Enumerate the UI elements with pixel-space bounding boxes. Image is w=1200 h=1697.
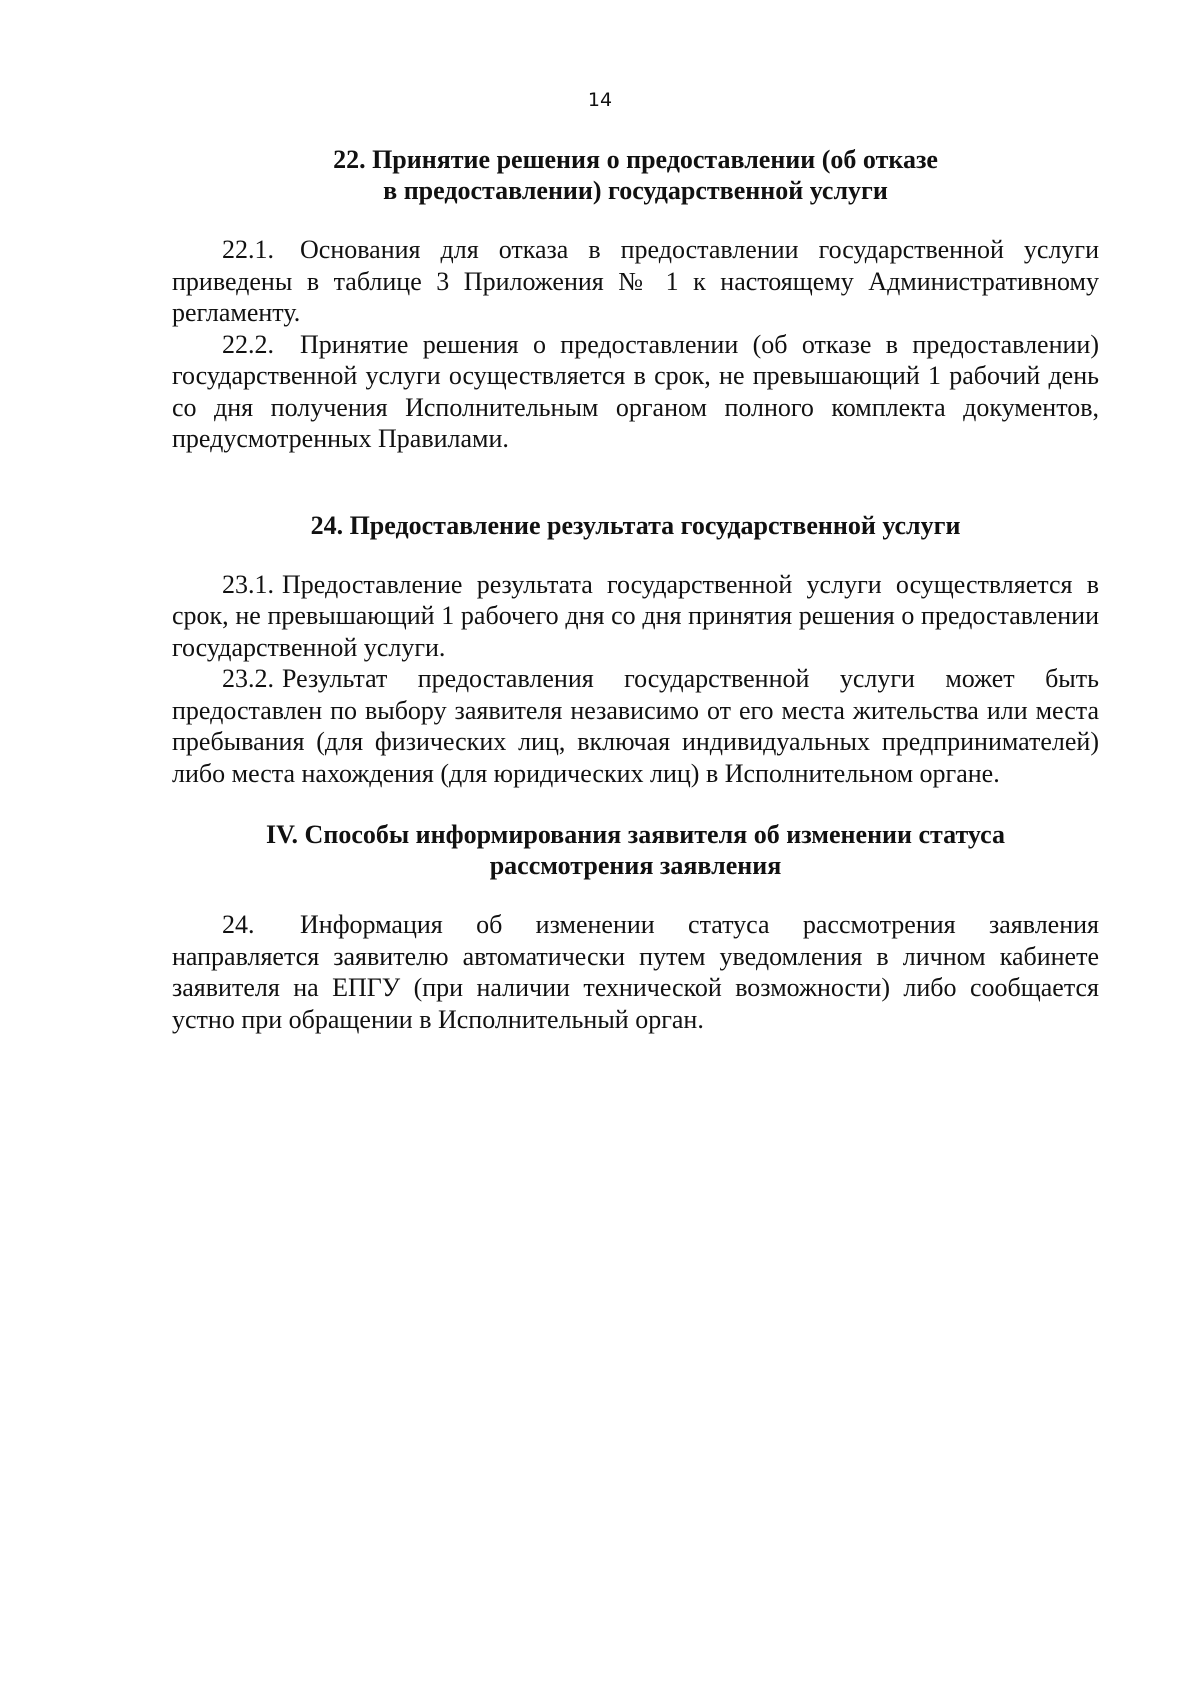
paragraph-24 [172, 909, 1099, 1035]
section-22-heading [172, 144, 1099, 206]
paragraph-24-text: Информация об изменении статуса рассмотрения заявления направляется заявителю автоматически путем уведомления в личном кабинете заявителя на ЕПГУ (при наличии технической возможности) либо сообщается устно при обращении в Исполнительный орган. [172, 910, 1099, 1034]
paragraph-24-number: 24. [222, 910, 255, 939]
paragraph-23-1-number: 23.1. [222, 569, 274, 599]
section-22-heading-line2: в предоставлении) государственной услуги [383, 176, 888, 205]
paragraph-23-2 [172, 663, 1099, 789]
section-24-heading: 24. Предоставление результата государственной услуги [310, 510, 961, 540]
section-22-heading-line1: 22. Принятие решения о предоставлении (об отказе [333, 145, 938, 174]
paragraph-23-1 [172, 569, 1099, 664]
paragraph-22-1-number: 22.1. [222, 235, 274, 264]
document-body [172, 144, 1099, 1035]
paragraph-22-2-number: 22.2. [222, 329, 274, 359]
paragraph-22-1 [172, 234, 1099, 329]
paragraph-23-2-number: 23.2. [222, 664, 274, 693]
paragraph-23-2-text: Результат предоставления государственной услуги может быть предоставлен по выбору заявителя независимо от его места жительства или места пребывания (для физических лиц, включая индивидуальных предпринимателей) либо места нахождения (для юридических лиц) в Исполнительном органе. [172, 664, 1099, 788]
paragraph-23-1-text: Предоставление результата государственной услуги осуществляется в срок, не превышающий 1 рабочего дня со дня принятия решения о предоставлении государственной услуги. [172, 569, 1099, 662]
page-number: 14 [587, 89, 613, 111]
paragraph-22-2 [172, 329, 1099, 455]
section-iv-heading-line2: рассмотрения заявления [489, 851, 782, 880]
section-iv-heading [172, 819, 1099, 881]
section-iv-heading-line1: IV. Способы информирования заявителя об изменении статуса [266, 820, 1005, 849]
paragraph-22-1-text: Основания для отказа в предоставлении государственной услуги приведены в таблице 3 Приложения № 1 к настоящему Административному регламенту. [172, 235, 1099, 327]
paragraph-22-2-text: Принятие решения о предоставлении (об отказе в предоставлении) государственной услуги осуществляется в срок, не превышающий 1 рабочий день со дня получения Исполнительным органом полного комплекта документов, предусмотренных Правилами. [172, 329, 1099, 453]
